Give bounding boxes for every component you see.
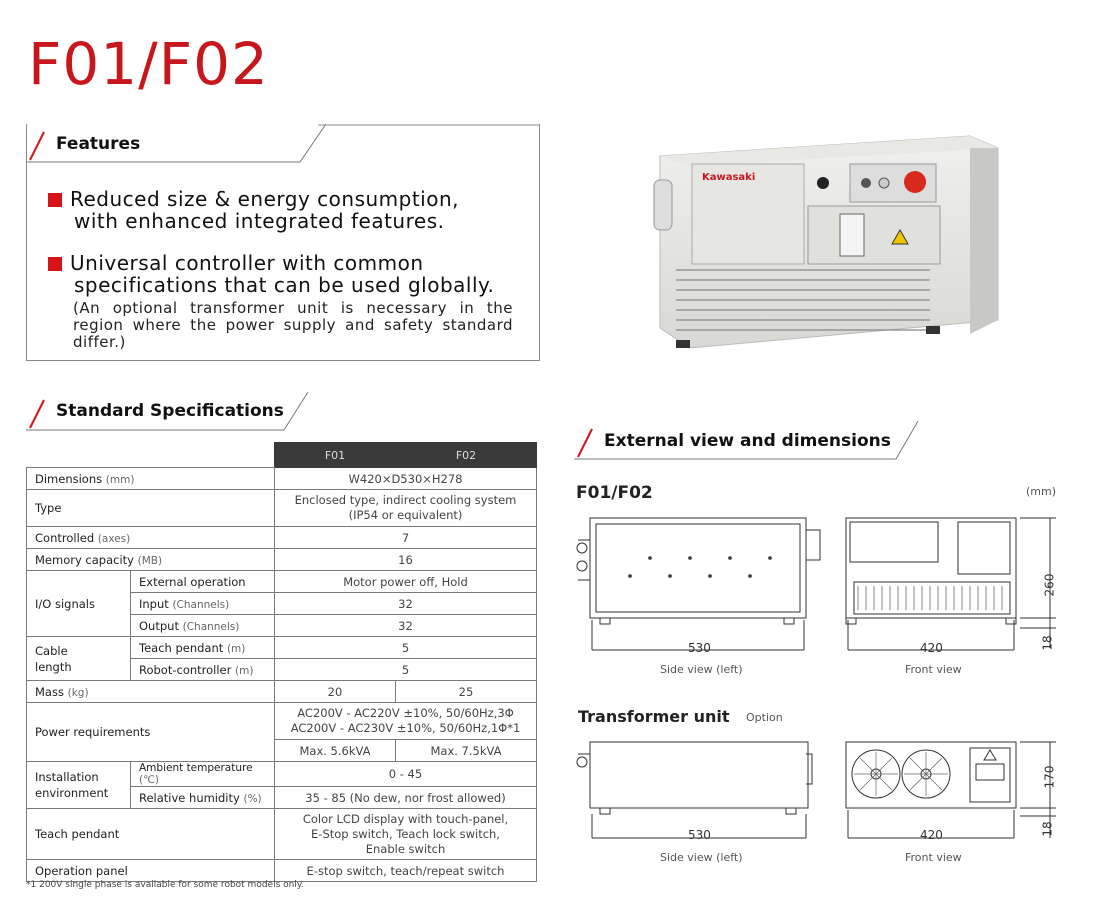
input-unit: (Channels) — [172, 598, 230, 611]
feature-bullet-1 — [48, 188, 459, 232]
tp-value-3: Enable switch — [365, 841, 446, 856]
io-label: I/O signals — [27, 571, 131, 637]
controlled-label: Controlled — [35, 530, 95, 545]
front-caption: Front view — [905, 663, 962, 676]
spec-table — [26, 442, 537, 882]
spec-tab — [26, 391, 310, 429]
footnote: *1 200V single phase is available for some robot models only. — [26, 880, 304, 890]
install-label-1: Installation — [35, 770, 99, 784]
external-tab — [574, 421, 920, 459]
output-unit: (Channels) — [182, 620, 240, 633]
feature-1-line-2: with enhanced integrated features. — [74, 209, 445, 233]
unit-label: (mm) — [1026, 485, 1057, 498]
input-label: Input — [139, 596, 169, 611]
power-f02: Max. 7.5kVA — [396, 740, 537, 762]
power-value-2: AC200V - AC230V ±10%, 50/60Hz,1Φ*1 — [290, 721, 521, 735]
foot-dim: 18 — [1040, 635, 1055, 651]
warning-icon — [984, 750, 996, 760]
teach-cable-label: Teach pendant — [139, 640, 224, 655]
tp-value-2: E-Stop switch, Teach lock switch, — [311, 826, 500, 841]
type-value-1: Enclosed type, indirect cooling system — [294, 493, 517, 507]
dimensions-value: W420×D530×H278 — [275, 468, 537, 490]
mass-unit: (kg) — [67, 686, 89, 699]
controlled-value: 7 — [275, 527, 537, 549]
feature-2-line-2: specifications that can be used globally. — [74, 273, 495, 297]
power-f01: Max. 5.6kVA — [275, 740, 396, 762]
t-height-dim: 170 — [1042, 765, 1057, 789]
t-side-caption: Side view (left) — [660, 851, 743, 864]
dimensions-unit: (mm) — [105, 473, 135, 486]
side-caption: Side view (left) — [660, 663, 743, 676]
ext-op-label: External operation — [131, 571, 275, 593]
features-heading: Features — [56, 134, 141, 154]
robot-cable-value: 5 — [275, 659, 537, 681]
mass-label: Mass — [35, 684, 64, 699]
robot-cable-unit: (m) — [235, 664, 254, 677]
teach-cable-value: 5 — [275, 637, 537, 659]
output-label: Output — [139, 618, 179, 633]
spec-heading: Standard Specifications — [56, 401, 284, 421]
teach-pendant-label: Teach pendant — [27, 809, 275, 860]
power-label: Power requirements — [27, 703, 275, 762]
front-width: 420 — [920, 641, 943, 655]
cable-label-1: Cable — [35, 643, 68, 658]
model-heading: F01/F02 — [576, 483, 653, 503]
col-f02: F02 — [396, 443, 537, 468]
memory-label: Memory capacity — [35, 552, 134, 567]
robot-cable-label: Robot-controller — [139, 662, 232, 677]
external-heading: External view and dimensions — [604, 431, 891, 451]
kawasaki-logo: Kawasaki — [702, 172, 756, 183]
transformer-title: Transformer unit — [578, 707, 730, 726]
op-panel-value: E-stop switch, teach/repeat switch — [275, 860, 537, 882]
memory-unit: (MB) — [137, 554, 163, 567]
op-panel-label: Operation panel — [27, 860, 275, 882]
bullet-square-icon — [48, 257, 62, 271]
t-foot-dim: 18 — [1040, 821, 1055, 837]
power-value-1: AC200V - AC220V ±10%, 50/60Hz,3Φ — [297, 706, 514, 720]
feature-bullet-2 — [48, 252, 494, 296]
humidity-value: 35 - 85 (No dew, nor frost allowed) — [275, 787, 537, 809]
ambient-value: 0 - 45 — [275, 762, 537, 787]
ambient-unit: (℃) — [139, 774, 159, 786]
controlled-unit: (axes) — [97, 532, 131, 545]
tp-value-1: Color LCD display with touch-panel, — [302, 811, 509, 826]
type-value-2: (IP54 or equivalent) — [348, 508, 463, 522]
controller-photo — [630, 120, 1010, 370]
t-front-caption: Front view — [905, 851, 962, 864]
transformer-note: (An optional transformer unit is necessary in the region where the power supply and safety standard differ.) — [73, 299, 513, 351]
dimensions-label: Dimensions — [35, 471, 103, 486]
output-value: 32 — [275, 615, 537, 637]
teach-cable-unit: (m) — [226, 642, 246, 655]
side-width: 530 — [688, 641, 711, 655]
col-f01: F01 — [275, 443, 396, 468]
feature-1-line-1: Reduced size & energy consumption, — [70, 187, 460, 211]
t-front-width: 420 — [920, 828, 943, 842]
mass-f02: 25 — [396, 681, 537, 703]
feature-2-line-1: Universal controller with common — [70, 251, 424, 275]
emergency-stop-icon — [904, 171, 926, 193]
install-label-2: environment — [35, 786, 109, 800]
t-side-width: 530 — [688, 828, 711, 842]
humidity-label: Relative humidity — [139, 790, 240, 805]
bullet-square-icon — [48, 193, 62, 207]
transformer-option: Option — [746, 711, 783, 724]
mass-f01: 20 — [275, 681, 396, 703]
features-box-top-border — [318, 124, 540, 126]
height-dim: 260 — [1042, 573, 1057, 597]
humidity-unit: (%) — [243, 792, 262, 805]
transformer-drawings — [570, 734, 1070, 844]
cable-label-2: length — [35, 659, 72, 674]
ambient-label: Ambient temperature — [139, 762, 253, 774]
type-label: Type — [27, 490, 275, 527]
f01-drawings — [570, 510, 1070, 680]
input-value: 32 — [275, 593, 537, 615]
memory-value: 16 — [275, 549, 537, 571]
page-title: F01/F02 — [28, 30, 269, 98]
ext-op-value: Motor power off, Hold — [275, 571, 537, 593]
